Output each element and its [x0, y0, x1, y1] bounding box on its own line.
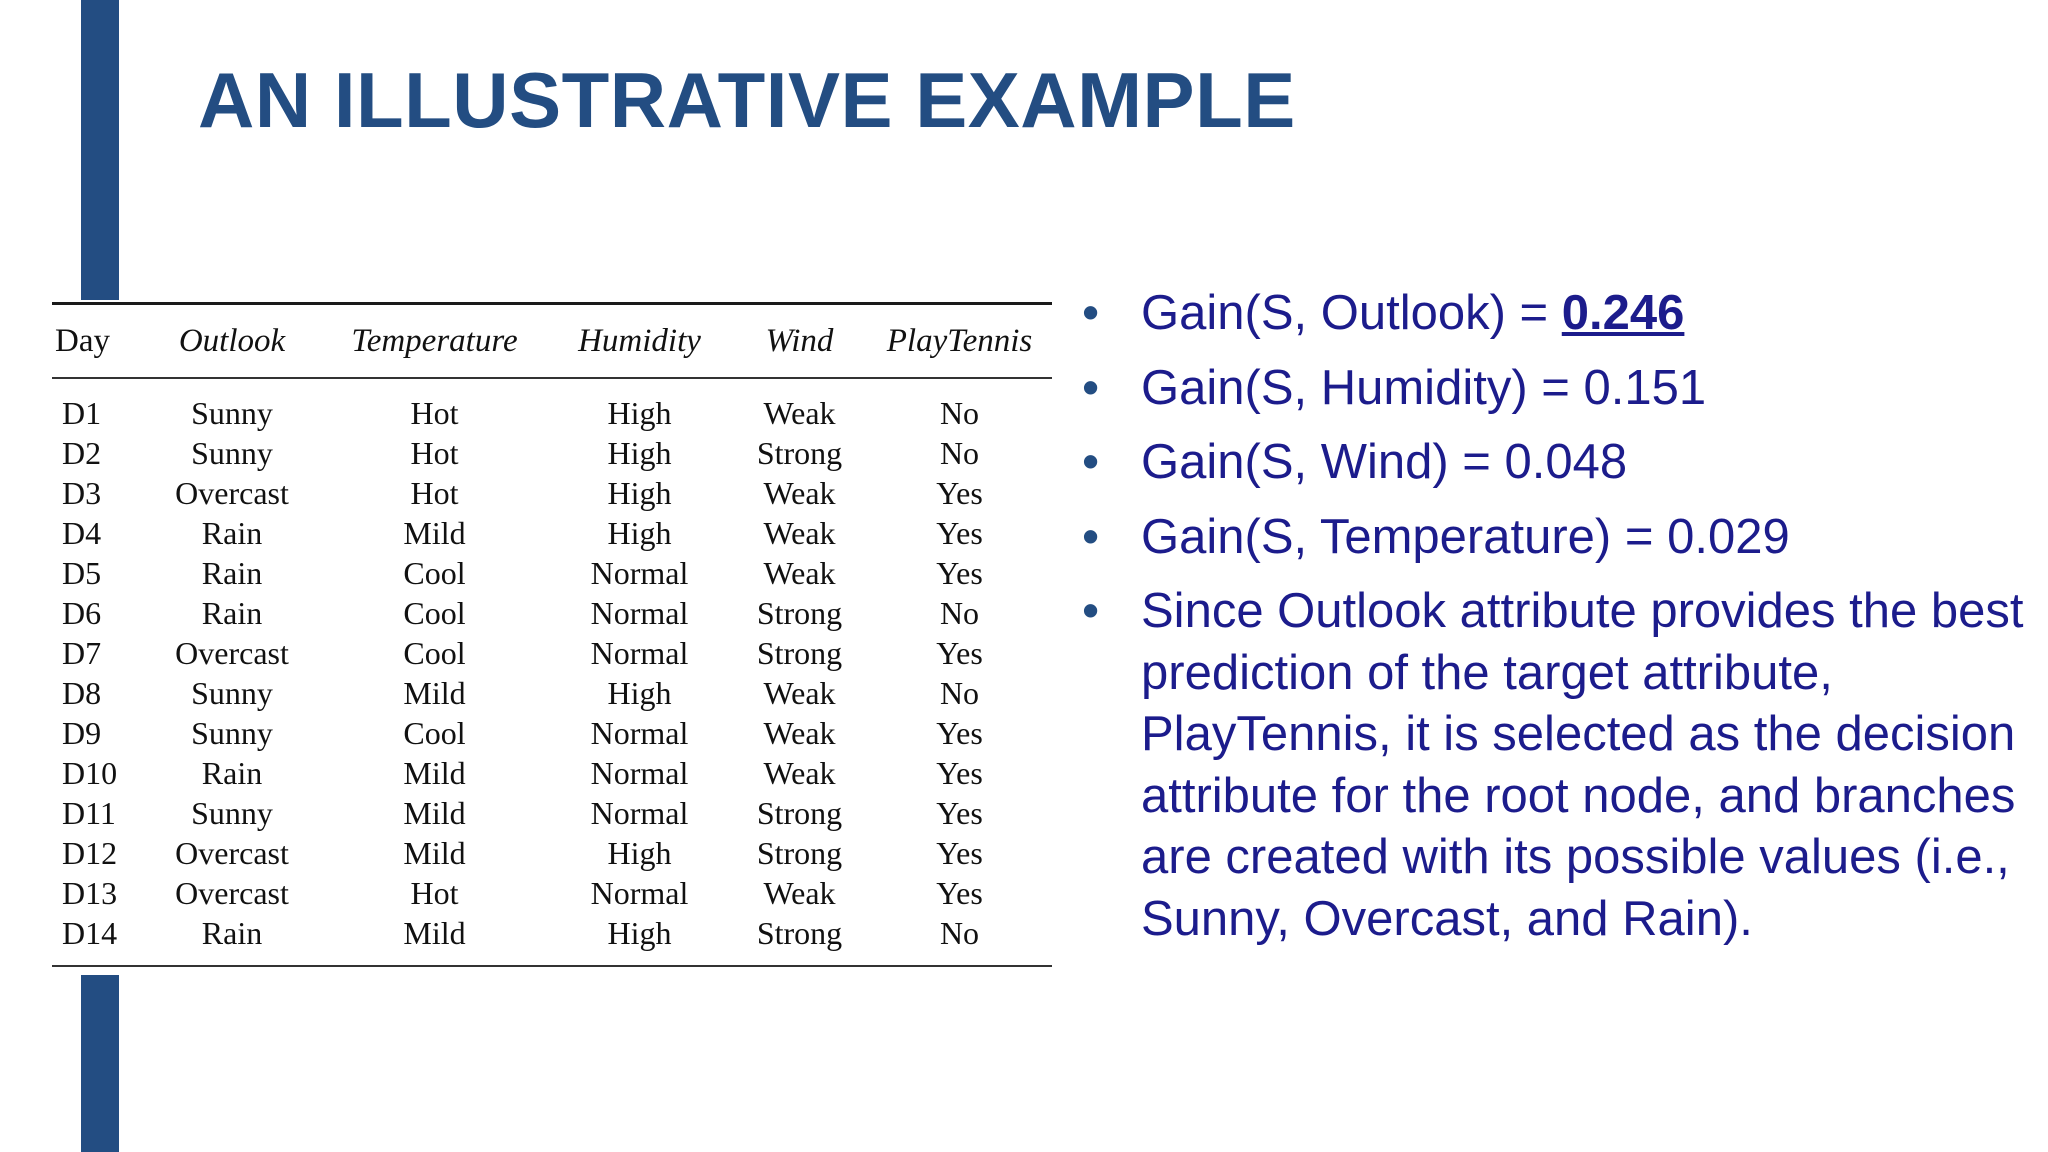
cell-playtennis: No: [939, 395, 980, 431]
cell-playtennis: Yes: [936, 715, 983, 751]
cell-playtennis: No: [939, 915, 980, 951]
cell-day: D1: [62, 395, 102, 431]
table-header-row: [52, 305, 1052, 377]
cell-outlook: Sunny: [191, 675, 273, 711]
bullet-icon: •: [1082, 584, 1100, 638]
cell-wind: Weak: [763, 875, 836, 911]
bullet-icon: •: [1082, 360, 1100, 415]
gain-value: 0.246: [1561, 286, 1685, 340]
cell-wind: Weak: [763, 555, 836, 591]
gain-value: 0.029: [1667, 509, 1790, 564]
cell-playtennis: No: [939, 675, 980, 711]
gain-value: 0.151: [1583, 360, 1707, 415]
bullet-item: [1082, 358, 2032, 420]
header-outlook: Outlook: [178, 322, 286, 359]
table-row: [52, 673, 1052, 713]
table-row: [52, 753, 1052, 793]
cell-outlook: Overcast: [175, 875, 289, 911]
cell-playtennis: Yes: [936, 475, 983, 511]
table-row: [52, 793, 1052, 833]
gain-label: Gain(S, Wind) =: [1141, 435, 1505, 489]
cell-temperature: Mild: [403, 515, 466, 551]
cell-day: D13: [62, 875, 118, 911]
bullet-item: [1082, 283, 2032, 345]
cell-temperature: Hot: [410, 435, 459, 471]
table-row: [52, 713, 1052, 753]
cell-wind: Weak: [763, 475, 836, 511]
header-wind: Wind: [765, 322, 834, 359]
playtennis-table: [52, 302, 1052, 967]
cell-day: D11: [62, 795, 116, 831]
cell-humidity: High: [607, 475, 672, 511]
bullet-list: [1082, 283, 2032, 963]
cell-humidity: Normal: [590, 635, 689, 671]
bullet-icon: •: [1082, 435, 1100, 489]
cell-wind: Strong: [756, 795, 843, 831]
cell-playtennis: Yes: [936, 555, 983, 591]
cell-outlook: Sunny: [191, 435, 273, 471]
cell-day: D2: [62, 435, 102, 471]
table-row: [52, 593, 1052, 633]
table-row: [52, 473, 1052, 513]
accent-bar-top: [81, 0, 119, 300]
cell-temperature: Mild: [403, 675, 466, 711]
cell-day: D9: [62, 715, 102, 751]
cell-wind: Weak: [763, 715, 836, 751]
cell-wind: Strong: [756, 835, 843, 871]
cell-humidity: Normal: [590, 595, 689, 631]
cell-temperature: Hot: [410, 395, 459, 431]
cell-playtennis: No: [939, 435, 980, 471]
cell-humidity: Normal: [590, 715, 689, 751]
cell-playtennis: No: [939, 595, 980, 631]
cell-temperature: Mild: [403, 795, 466, 831]
cell-temperature: Cool: [403, 635, 466, 671]
cell-playtennis: Yes: [936, 835, 983, 871]
cell-temperature: Cool: [403, 715, 466, 751]
gain-value: 0.048: [1504, 435, 1628, 489]
gain-label: Gain(S, Outlook) =: [1141, 286, 1562, 340]
cell-outlook: Overcast: [175, 475, 289, 511]
cell-playtennis: Yes: [936, 795, 983, 831]
cell-playtennis: Yes: [936, 515, 983, 551]
cell-day: D6: [62, 595, 102, 631]
cell-humidity: Normal: [590, 875, 689, 911]
cell-day: D7: [62, 635, 102, 671]
cell-wind: Strong: [756, 915, 843, 951]
cell-outlook: Rain: [201, 555, 263, 591]
cell-humidity: High: [607, 435, 672, 471]
cell-wind: Weak: [763, 515, 836, 551]
cell-day: D8: [62, 675, 102, 711]
data-table-body: [52, 379, 1052, 965]
cell-wind: Weak: [763, 395, 836, 431]
table-row: [52, 379, 1052, 433]
gain-label: Gain(S, Temperature) =: [1141, 509, 1668, 564]
cell-playtennis: Yes: [936, 635, 983, 671]
cell-temperature: Hot: [410, 875, 459, 911]
table-row: [52, 513, 1052, 553]
cell-wind: Weak: [763, 675, 836, 711]
table-bottom-rule: [52, 965, 1052, 967]
cell-outlook: Rain: [201, 915, 263, 951]
table-row: [52, 833, 1052, 873]
cell-outlook: Sunny: [191, 395, 273, 431]
cell-humidity: Normal: [590, 795, 689, 831]
cell-day: D3: [62, 475, 102, 511]
cell-wind: Strong: [756, 595, 843, 631]
data-table: [52, 305, 1052, 377]
table-row: [52, 913, 1052, 965]
cell-humidity: High: [607, 835, 672, 871]
table-row: [52, 873, 1052, 913]
bullet-item: [1082, 581, 2032, 950]
bullet-item: [1082, 507, 2032, 569]
cell-humidity: High: [607, 515, 672, 551]
cell-outlook: Overcast: [175, 835, 289, 871]
bullet-icon: •: [1082, 286, 1100, 340]
header-playtennis: PlayTennis: [886, 322, 1033, 359]
table-row: [52, 633, 1052, 673]
bullet-text: Since Outlook attribute provides the best prediction of the target attribute, PlayTennis, it is selected as the decision attribute for the root node, and branches are created with its possible values (i.e., Sunny, Overcast, and Rain).: [1141, 584, 2024, 946]
cell-outlook: Rain: [201, 515, 263, 551]
slide-title: AN ILLUSTRATIVE EXAMPLE: [198, 56, 1296, 144]
gain-label: Gain(S, Humidity) =: [1141, 360, 1584, 415]
cell-outlook: Overcast: [175, 635, 289, 671]
cell-temperature: Mild: [403, 755, 466, 791]
cell-outlook: Sunny: [191, 795, 273, 831]
cell-wind: Strong: [756, 435, 843, 471]
table-row: [52, 433, 1052, 473]
cell-humidity: Normal: [590, 755, 689, 791]
header-day: Day: [55, 322, 110, 359]
cell-temperature: Cool: [403, 555, 466, 591]
cell-temperature: Cool: [403, 595, 466, 631]
cell-day: D12: [62, 835, 118, 871]
cell-temperature: Hot: [410, 475, 459, 511]
cell-humidity: High: [607, 675, 672, 711]
cell-day: D14: [62, 915, 118, 951]
cell-playtennis: Yes: [936, 875, 983, 911]
accent-bar-bottom: [81, 975, 119, 1152]
header-humidity: Humidity: [578, 322, 701, 359]
cell-temperature: Mild: [403, 835, 466, 871]
cell-humidity: Normal: [590, 555, 689, 591]
header-temperature: Temperature: [351, 322, 518, 359]
table-row: [52, 553, 1052, 593]
cell-day: D4: [62, 515, 102, 551]
cell-day: D10: [62, 755, 118, 791]
cell-humidity: High: [607, 915, 672, 951]
cell-playtennis: Yes: [936, 755, 983, 791]
cell-outlook: Rain: [201, 595, 263, 631]
bullet-item: [1082, 432, 2032, 494]
cell-outlook: Rain: [201, 755, 263, 791]
cell-temperature: Mild: [403, 915, 466, 951]
cell-wind: Weak: [763, 755, 836, 791]
cell-wind: Strong: [756, 635, 843, 671]
cell-humidity: High: [607, 395, 672, 431]
cell-day: D5: [62, 555, 102, 591]
table-body: [52, 379, 1052, 965]
cell-outlook: Sunny: [191, 715, 273, 751]
bullet-icon: •: [1082, 509, 1100, 564]
